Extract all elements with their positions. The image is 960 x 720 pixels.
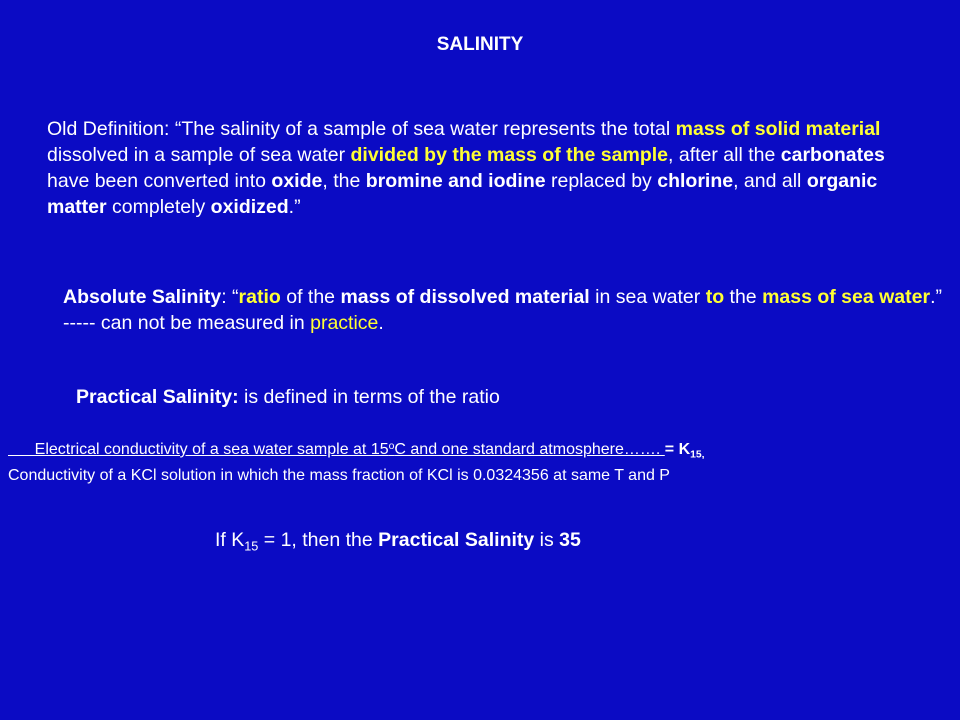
text: . (378, 312, 384, 334)
k-sub: 15 (244, 539, 259, 554)
bold-text: Practical Salinity (378, 529, 535, 551)
text: = 1, then the (258, 529, 379, 551)
text: : “ (221, 286, 239, 308)
highlight-text: ratio (238, 286, 281, 308)
text: is (534, 529, 560, 551)
bold-text: chlorine (657, 170, 734, 192)
old-definition-paragraph (47, 116, 927, 220)
term-label: Practical Salinity: (76, 386, 239, 408)
bold-text: mass of dissolved material (340, 286, 590, 308)
text: Old Definition: “The salinity of a sample of sea water represents the total (47, 118, 676, 140)
text: have been converted into (47, 170, 272, 192)
ratio-numerator (8, 440, 960, 460)
bold-text: 35 (559, 529, 581, 551)
k15-sub-text: 15, (690, 449, 705, 461)
text: in sea water (589, 286, 706, 308)
bold-text: organic matter (47, 170, 878, 218)
numerator-suffix: C and one standard atmosphere……. (394, 441, 665, 458)
highlight-text: mass of solid material (675, 118, 881, 140)
degree-sup: o (388, 440, 395, 452)
bold-text: oxidized (210, 196, 289, 218)
text: the (724, 286, 763, 308)
practical-salinity-paragraph (76, 384, 936, 410)
text: , and all (733, 170, 807, 192)
k15-label: = K (664, 441, 691, 458)
k15-sub (690, 450, 704, 461)
text: dissolved in a sample of sea water (47, 144, 351, 166)
ratio-denominator: Conductivity of a KCl solution in which the mass fraction of KCl is 0.0324356 at same T and P (8, 467, 670, 484)
highlight-text: practice (310, 312, 379, 334)
bold-text: carbonates (780, 144, 885, 166)
text: .” (288, 196, 301, 218)
term-label: Absolute Salinity (63, 286, 222, 308)
numerator-text (8, 441, 665, 458)
highlight-text: to (705, 286, 725, 308)
text: , the (322, 170, 366, 192)
text: replaced by (545, 170, 658, 192)
text: is defined in terms of the ratio (238, 386, 500, 408)
slide-title: SALINITY (436, 34, 524, 55)
bold-text: oxide (271, 170, 323, 192)
text: of the (280, 286, 341, 308)
text: If K (215, 529, 245, 551)
conclusion-paragraph (215, 527, 915, 553)
highlight-text: mass of sea water (762, 286, 931, 308)
highlight-text: divided by the mass of the sample (350, 144, 669, 166)
text: completely (106, 196, 211, 218)
text: .” ----- can not be measured in (63, 286, 942, 334)
bold-text: bromine and iodine (365, 170, 546, 192)
text: , after all the (668, 144, 781, 166)
absolute-salinity-paragraph (63, 284, 943, 336)
numerator-prefix: Electrical conductivity of a sea water sample at 15 (8, 441, 389, 458)
